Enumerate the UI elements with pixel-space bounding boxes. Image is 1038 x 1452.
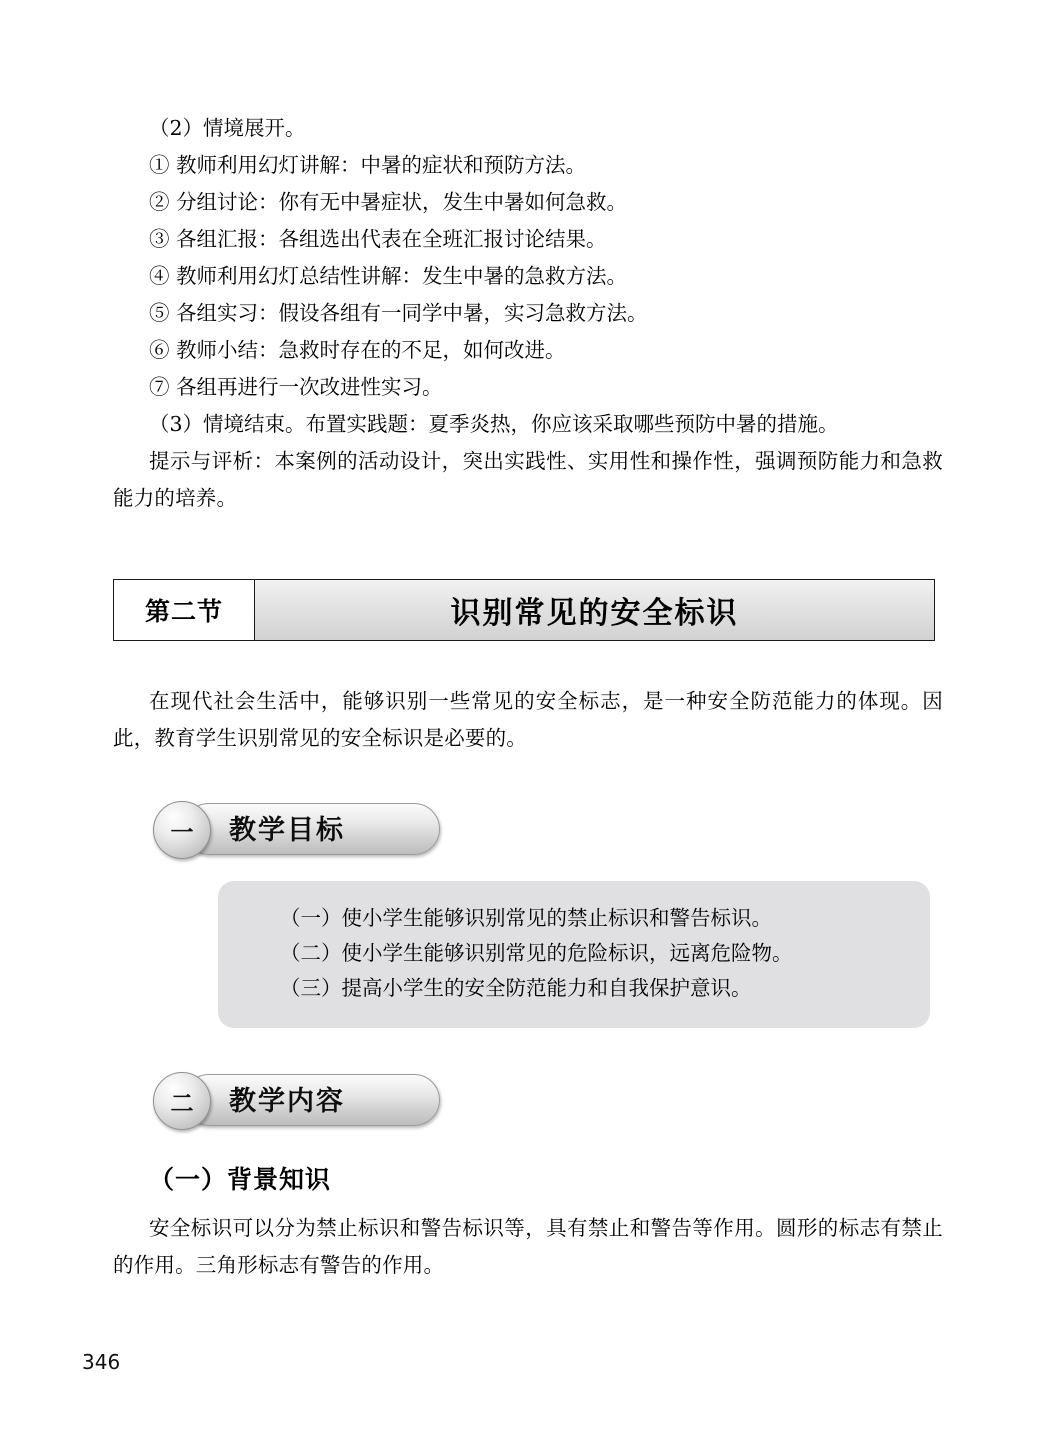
heading-number-badge: 二	[153, 1072, 211, 1130]
list-item: ⑦ 各组再进行一次改进性实习。	[149, 375, 443, 399]
list-item: ③ 各组汇报：各组选出代表在全班汇报讨论结果。	[149, 227, 607, 251]
subsection-title: （一）背景知识	[149, 1165, 332, 1194]
heading-label: 教学内容	[229, 1086, 345, 1117]
section-number: 第二节	[113, 579, 255, 641]
objectives-box	[218, 881, 930, 1028]
heading-number-badge: 一	[153, 801, 211, 859]
list-item: ⑥ 教师小结：急救时存在的不足，如何改进。	[149, 338, 566, 362]
objective-item: （三）提高小学生的安全防范能力和自我保护意识。	[280, 976, 752, 1000]
page-content	[113, 110, 943, 1284]
page-number: 346	[82, 1350, 121, 1374]
subsection-body-block	[113, 1210, 943, 1284]
summary-paragraph: 提示与评析：本案例的活动设计，突出实践性、实用性和操作性，强调预防能力和急救能力的培养。	[113, 449, 943, 510]
section-title: 识别常见的安全标识	[255, 579, 935, 641]
list-item: ④ 教师利用幻灯总结性讲解：发生中暑的急救方法。	[149, 264, 628, 288]
heading-teaching-objectives	[153, 801, 453, 855]
objective-item: （一）使小学生能够识别常见的禁止标识和警告标识。	[280, 906, 772, 930]
heading-label: 教学目标	[229, 815, 345, 846]
subsection-paragraph: 安全标识可以分为禁止标识和警告标识等，具有禁止和警告等作用。圆形的标志有禁止的作用。三角形标志有警告的作用。	[113, 1216, 943, 1277]
activity-steps-block	[113, 110, 943, 443]
heading-teaching-content	[153, 1072, 453, 1126]
list-item: ⑤ 各组实习：假设各组有一同学中暑，实习急救方法。	[149, 301, 648, 325]
list-item: ① 教师利用幻灯讲解：中暑的症状和预防方法。	[149, 153, 587, 177]
list-item: （2）情境展开。	[149, 116, 306, 140]
list-item: ② 分组讨论：你有无中暑症状，发生中暑如何急救。	[149, 190, 628, 214]
intro-block	[113, 683, 943, 757]
intro-paragraph: 在现代社会生活中，能够识别一些常见的安全标志，是一种安全防范能力的体现。因此，教育学生识别常见的安全标识是必要的。	[113, 689, 943, 750]
section-banner	[113, 579, 935, 641]
list-item: （3）情境结束。布置实践题：夏季炎热，你应该采取哪些预防中暑的措施。	[149, 412, 839, 436]
objective-item: （二）使小学生能够识别常见的危险标识，远离危险物。	[280, 941, 793, 965]
